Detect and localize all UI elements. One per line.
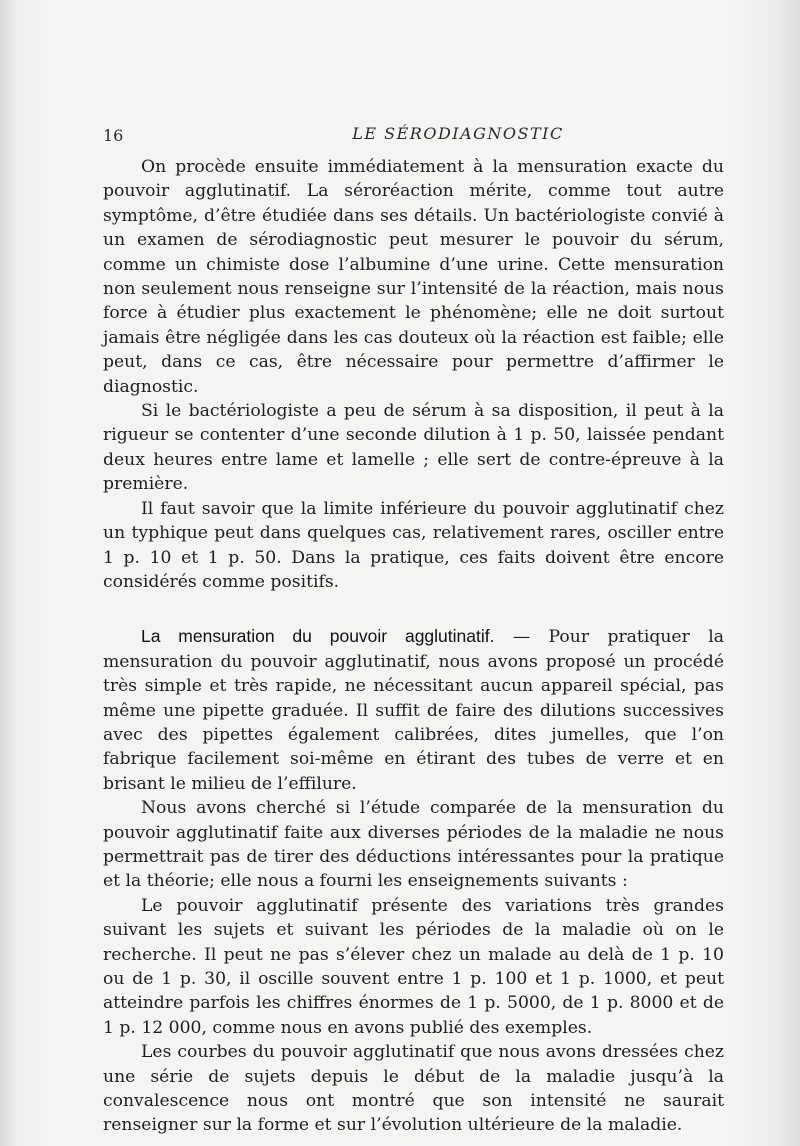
page-number: 16 (103, 126, 124, 145)
paragraph: Il faut savoir que la limite inférieure du pouvoir agglutinatif chez un typhique peut dans quelques cas, relativement rares, osciller entre 1 p. 10 et 1 p. 50. Dans la pratique, ces faits doivent être encore considérés comme positifs. (103, 498, 724, 592)
running-title: LE SÉRODIAGNOSTIC (352, 124, 564, 143)
running-head (103, 120, 723, 144)
paragraph: Le pouvoir agglutinatif présente des variations très grandes suivant les sujets et suivant les périodes de la maladie où on le recherche. Il peut ne pas s’élever chez un malade au delà de 1 p. 10 ou de 1 p. 30, il oscille souvent entre 1 p. 100 et 1 p. 1000, et peut atteindre parfois les chiffres énormes de 1 p. 5000, de 1 p. 8000 et de 1 p. 12 000, comme nous en avons publié des exemples. (103, 895, 724, 1038)
body-text (103, 155, 724, 1138)
paragraph: Si le bactériologiste a peu de sérum à sa disposition, il peut à la rigueur se contenter d’une seconde dilution à 1 p. 50, laissée pendant deux heures entre lame et lamelle ; elle sert de contre-épreuve à la première. (103, 401, 724, 495)
section-first-paragraph-text: Pour pratiquer la mensuration du pouvoir agglutinatif, nous avons proposé un procédé très simple et très rapide, ne nécessitant aucun appareil spécial, pas même une pipette graduée. Il suffit de faire des dilutions successives avec des pipettes également calibrées, dites jumelles, que l’on fabrique facilement soi-même en étirant des tubes de verre et en brisant le milieu de l’effilure. (103, 627, 724, 794)
paragraph: Nous avons cherché si l’étude comparée de la mensuration du pouvoir agglutinatif faite aux diverses périodes de la maladie ne nous permettrait pas de tirer des déductions intéressantes pour la pratique et la théorie; elle nous a fourni les enseignements suivants : (103, 798, 724, 892)
section-spacer (103, 594, 724, 624)
section-separator: — (494, 627, 549, 648)
section-first-paragraph (103, 624, 724, 796)
paragraph: Les courbes du pouvoir agglutinatif que nous avons dressées chez une série de sujets depuis le début de la maladie jusqu’à la convalescence nous ont montré que son intensité ne saurait renseigner sur la forme et sur l’évolution ultérieure de la maladie. (103, 1042, 724, 1136)
section-title: La mensuration du pouvoir agglutinatif. (141, 626, 495, 647)
paragraph: On procède ensuite immédiatement à la mensuration exacte du pouvoir agglutinatif. La séroréaction mérite, comme tout autre symptôme, d’être étudiée dans ses détails. Un bactériologiste convié à un examen de sérodiagnostic peut mesurer le pouvoir du sérum, comme un chimiste dose l’albumine d’une urine. Cette mensuration non seulement nous renseigne sur l’intensité de la réaction, mais nous force à étudier plus exactement le phénomène; elle ne doit surtout jamais être négligée dans les cas douteux où la réaction est faible; elle peut, dans ce cas, être nécessaire pour permettre d’affirmer le diagnostic. (103, 157, 724, 397)
